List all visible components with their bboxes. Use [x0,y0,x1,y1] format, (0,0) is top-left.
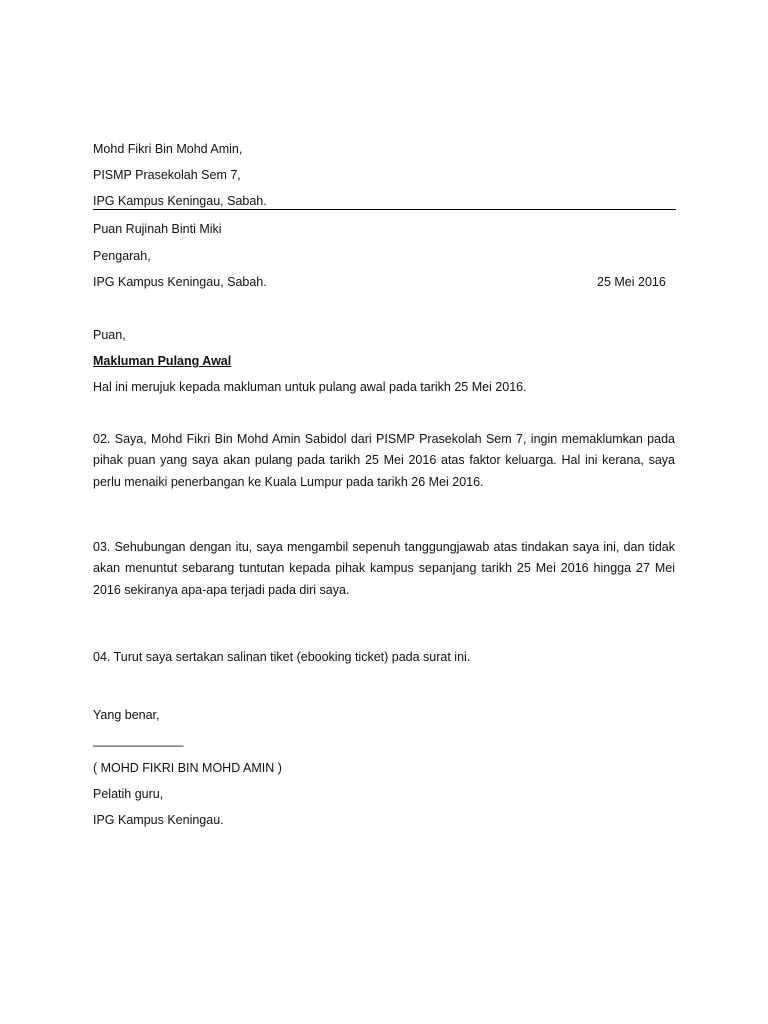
paragraph-3: 03. Sehubungan dengan itu, saya mengambil sepenuh tanggungjawab atas tindakan saya ini, dan tidak akan menuntut sebarang tuntutan kepada pihak kampus sepanjang tarikh 25 Mei 2016 hingga 27 Mei 2016 sekiranya apa-apa terjadi pada diri saya. [93,540,675,597]
recipient-name: Puan Rujinah Binti Miki [93,222,222,236]
sender-name: Mohd Fikri Bin Mohd Amin, [93,142,243,156]
sender-program: PISMP Prasekolah Sem 7, [93,168,241,182]
salutation: Puan, [93,328,126,342]
recipient-address: IPG Kampus Keningau, Sabah. [93,275,267,289]
letter-date: 25 Mei 2016 [597,275,666,289]
signer-name: ( MOHD FIKRI BIN MOHD AMIN ) [93,761,282,775]
letter-subject: Makluman Pulang Awal [93,354,232,368]
signer-institution: IPG Kampus Keningau. [93,813,224,827]
header-divider [93,209,676,210]
paragraph-1: Hal ini merujuk kepada makluman untuk pulang awal pada tarikh 25 Mei 2016. [93,380,527,394]
signature-line: _____________ [93,733,184,747]
paragraph-2: 02. Saya, Mohd Fikri Bin Mohd Amin Sabidol dari PISMP Prasekolah Sem 7, ingin memaklumkan pada pihak puan yang saya akan pulang pada tarikh 25 Mei 2016 atas faktor keluarga. Hal ini kerana, saya perlu menaiki penerbangan ke Kuala Lumpur pada tarikh 26 Mei 2016. [93,432,675,489]
paragraph-4: 04. Turut saya sertakan salinan tiket (ebooking ticket) pada surat ini. [93,650,471,664]
closing-phrase: Yang benar, [93,708,160,722]
recipient-title: Pengarah, [93,249,151,263]
sender-address: IPG Kampus Keningau, Sabah. [93,194,267,208]
signer-role: Pelatih guru, [93,787,164,801]
